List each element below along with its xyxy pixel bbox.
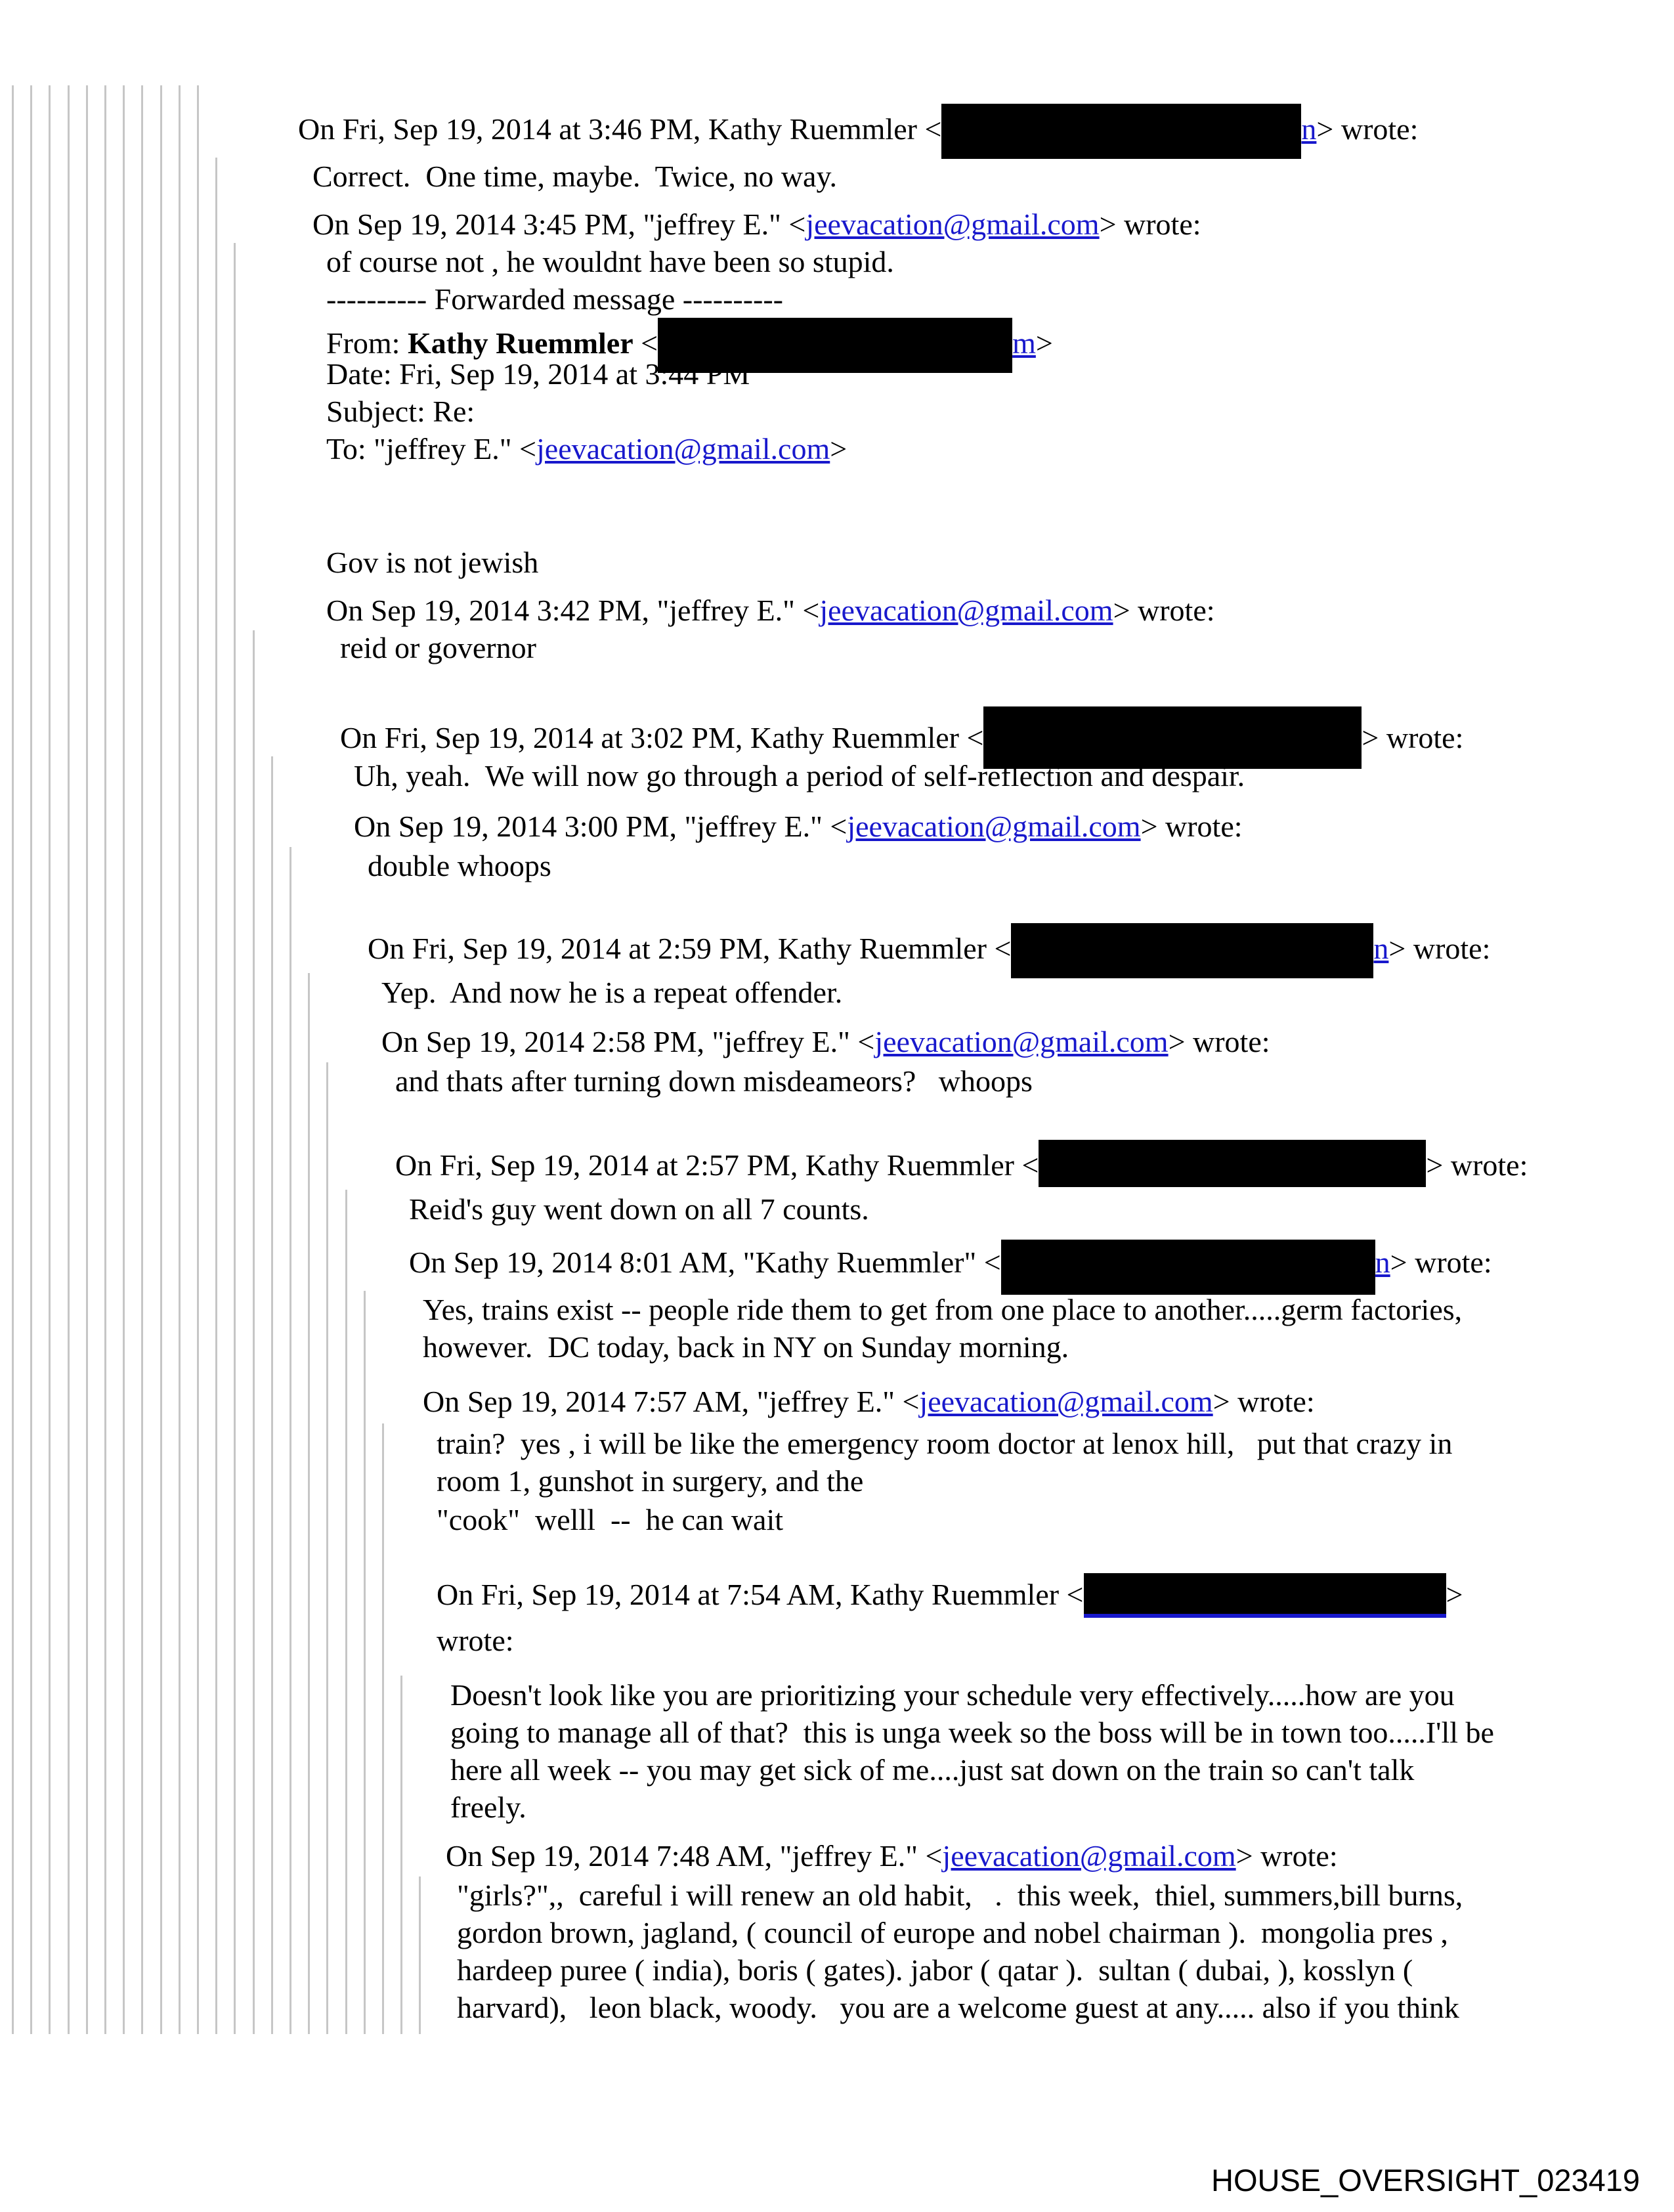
message-body-line: double whoops — [368, 849, 551, 882]
message-body-line: Correct. One time, maybe. Twice, no way. — [312, 160, 837, 193]
message-body-line: here all week -- you may get sick of me....just sat down on the train so can't talk — [450, 1753, 1415, 1787]
header-text: > wrote: — [1316, 112, 1419, 146]
header-text: On Sep 19, 2014 3:42 PM, "jeffrey E." < — [326, 594, 820, 627]
header-text: > wrote: — [1235, 1839, 1338, 1873]
header-text: > wrote: — [1113, 594, 1215, 627]
quote-indent-line — [86, 85, 88, 2034]
header-text: > wrote: — [1362, 721, 1464, 754]
email-header — [446, 1837, 1338, 1875]
email-header — [437, 1573, 1463, 1618]
redacted-email-remnant[interactable]: m — [1012, 326, 1036, 360]
bates-number: HOUSE_OVERSIGHT_023419 — [1211, 2163, 1641, 2198]
message-body-line: reid or governor — [340, 631, 536, 664]
forwarded-divider: ---------- Forwarded message ---------- — [326, 282, 783, 316]
forwarded-subject-line: Subject: Re: — [326, 395, 475, 428]
quote-indent-line — [271, 756, 273, 2034]
header-text: On Sep 19, 2014 3:00 PM, "jeffrey E." < — [354, 810, 848, 843]
email-link[interactable]: jeevacation@gmail.com — [847, 810, 1141, 843]
message-body-line: however. DC today, back in NY on Sunday morning. — [423, 1330, 1069, 1364]
header-text: On Sep 19, 2014 2:58 PM, "jeffrey E." < — [381, 1025, 875, 1058]
quote-indent-line — [49, 85, 51, 2034]
header-text: > wrote: — [1390, 1246, 1492, 1279]
redacted-email-remnant[interactable]: n — [1373, 932, 1389, 965]
email-link[interactable]: jeevacation@gmail.com — [874, 1025, 1169, 1058]
quote-indent-line — [12, 85, 14, 2034]
redacted-email-remnant[interactable]: n — [1375, 1246, 1390, 1279]
header-text: On Sep 19, 2014 7:48 AM, "jeffrey E." < — [446, 1839, 943, 1873]
header-text: On Fri, Sep 19, 2014 at 7:54 AM, Kathy Ruemmler < — [437, 1578, 1084, 1611]
header-text: > wrote: — [1099, 207, 1201, 241]
forwarded-date-line: Date: Fri, Sep 19, 2014 at 3:44 PM — [326, 357, 750, 391]
header-text: > — [1446, 1578, 1463, 1611]
quote-indent-line — [308, 973, 310, 2034]
quote-indent-line — [253, 630, 255, 2034]
redacted-email-remnant[interactable]: n — [1301, 112, 1317, 146]
header-text: On Sep 19, 2014 3:45 PM, "jeffrey E." < — [312, 207, 806, 241]
email-link[interactable]: jeevacation@gmail.com — [919, 1385, 1213, 1418]
quote-indent-line — [326, 1062, 328, 2034]
message-body-line: going to manage all of that? this is unga week so the boss will be in town too.....I'll be — [450, 1716, 1494, 1749]
email-header — [326, 592, 1215, 629]
forwarded-to-line — [326, 430, 847, 467]
email-link[interactable]: jeevacation@gmail.com — [942, 1839, 1236, 1873]
to-label: To: "jeffrey E." < — [326, 432, 537, 466]
message-body-line: "cook" welll -- he can wait — [437, 1503, 784, 1536]
header-text: On Sep 19, 2014 8:01 AM, "Kathy Ruemmler" < — [409, 1246, 1001, 1279]
header-text: On Sep 19, 2014 7:57 AM, "jeffrey E." < — [423, 1385, 920, 1418]
quote-indent-line — [215, 158, 217, 2034]
redaction-bar — [941, 104, 1301, 159]
from-name: Kathy Ruemmler — [407, 326, 633, 360]
header-text: On Fri, Sep 19, 2014 at 2:59 PM, Kathy Ruemmler < — [368, 932, 1012, 965]
message-body-line: Gov is not jewish — [326, 546, 539, 579]
message-body-line: of course not , he wouldnt have been so stupid. — [326, 245, 894, 278]
message-body-line: Yep. And now he is a repeat offender. — [381, 976, 843, 1009]
header-text: > wrote: — [1213, 1385, 1315, 1418]
message-body-line: "girls?",, careful i will renew an old habit, . this week, thiel, summers,bill burns, — [457, 1878, 1463, 1912]
redaction-bar — [1011, 923, 1373, 978]
email-header — [368, 923, 1490, 978]
message-body-line: gordon brown, jagland, ( council of europe and nobel chairman ). mongolia pres , — [457, 1916, 1448, 1949]
quote-indent-line — [234, 243, 236, 2034]
message-body-line: Yes, trains exist -- people ride them to get from one place to another.....germ factories, — [423, 1293, 1463, 1326]
quote-indent-line — [104, 85, 106, 2034]
quote-indent-line — [400, 1676, 402, 2034]
message-body-line: train? yes , i will be like the emergency room doctor at lenox hill, put that crazy in — [437, 1427, 1453, 1460]
email-header — [423, 1383, 1315, 1420]
quote-indent-line — [141, 85, 143, 2034]
message-body-line: Reid's guy went down on all 7 counts. — [409, 1192, 869, 1226]
quote-indent-line — [290, 847, 291, 2034]
header-text: On Fri, Sep 19, 2014 at 3:02 PM, Kathy Ruemmler < — [340, 721, 984, 754]
header-text: > wrote: — [1426, 1148, 1528, 1182]
redaction-bar — [1001, 1240, 1375, 1295]
email-header — [381, 1023, 1270, 1060]
quote-indent-line — [179, 85, 181, 2034]
email-header — [298, 104, 1418, 159]
message-body-line: freely. — [450, 1790, 526, 1824]
email-link[interactable]: jeevacation@gmail.com — [819, 594, 1113, 627]
quote-indent-line — [345, 1190, 347, 2034]
header-text: > wrote: — [1388, 932, 1491, 965]
quote-indent-line — [160, 85, 162, 2034]
quote-indent-line — [364, 1291, 366, 2034]
from-label: From: — [326, 326, 408, 360]
quote-indent-line — [123, 85, 125, 2034]
header-text: wrote: — [437, 1624, 514, 1657]
from-close: > — [1035, 326, 1053, 360]
email-header — [354, 808, 1243, 845]
header-text: > wrote: — [1168, 1025, 1270, 1058]
to-close: > — [830, 432, 848, 466]
from-bracket: < — [633, 326, 658, 360]
quote-indent-line — [68, 85, 70, 2034]
header-text: On Fri, Sep 19, 2014 at 2:57 PM, Kathy Ruemmler < — [395, 1148, 1039, 1182]
redaction-bar — [1084, 1573, 1446, 1618]
header-text: > wrote: — [1140, 810, 1243, 843]
quote-indent-line — [382, 1423, 384, 2034]
message-body-line: hardeep puree ( india), boris ( gates). jabor ( qatar ). sultan ( dubai, ), kosslyn ( — [457, 1953, 1413, 1987]
message-body-line: Uh, yeah. We will now go through a period of self-reflection and despair. — [354, 759, 1245, 792]
message-body-line: Doesn't look like you are prioritizing your schedule very effectively.....how are you — [450, 1678, 1455, 1712]
redaction-bar — [1039, 1140, 1426, 1187]
email-header — [395, 1140, 1528, 1187]
quote-indent-line — [197, 85, 199, 2034]
quote-indent-line — [419, 1876, 421, 2034]
email-header — [409, 1240, 1492, 1295]
message-body-line: and thats after turning down misdeameors? whoops — [395, 1064, 1033, 1098]
email-header — [312, 206, 1201, 243]
email-link[interactable]: jeevacation@gmail.com — [536, 432, 830, 466]
header-text: On Fri, Sep 19, 2014 at 3:46 PM, Kathy Ruemmler < — [298, 112, 942, 146]
message-body-line: harvard), leon black, woody. you are a welcome guest at any..... also if you think — [457, 1991, 1459, 2024]
message-body-line: room 1, gunshot in surgery, and the — [437, 1464, 864, 1498]
email-link[interactable]: jeevacation@gmail.com — [805, 207, 1100, 241]
quote-indent-line — [30, 85, 32, 2034]
